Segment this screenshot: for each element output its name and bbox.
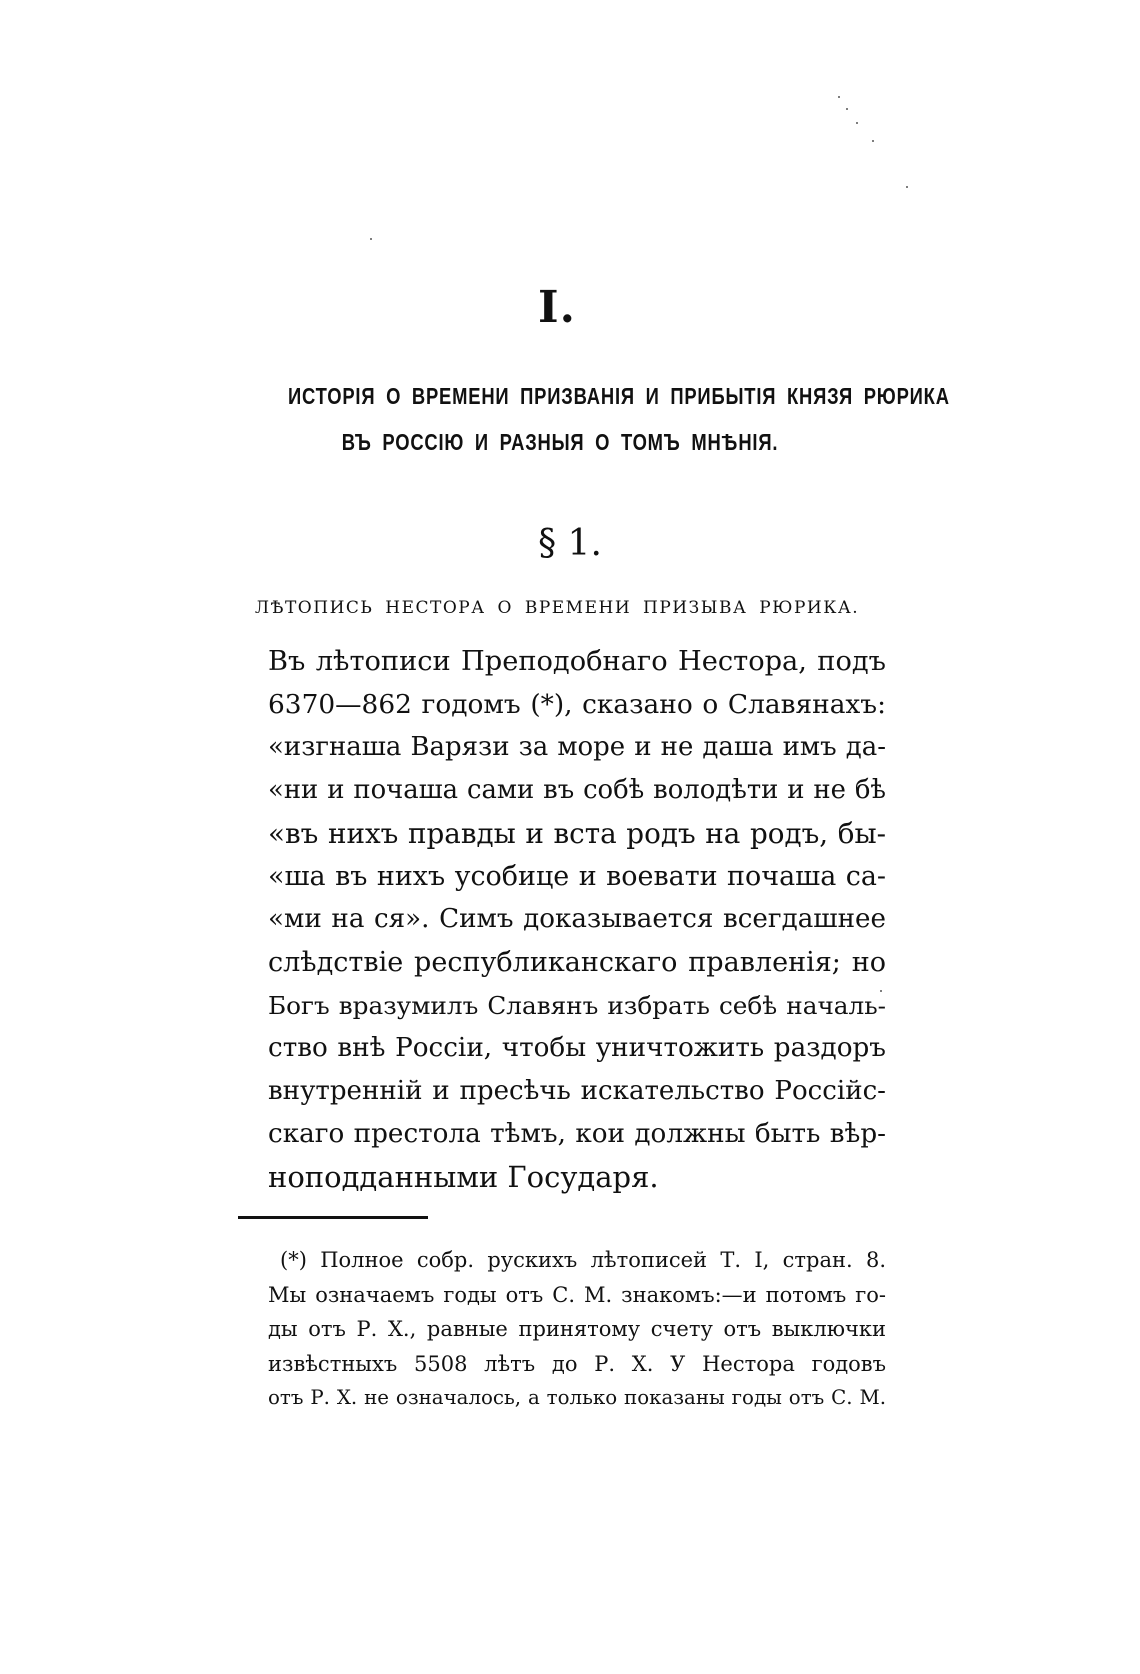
paragraph-line: «изгнаша Варязи за море и не даша имъ да- <box>268 732 886 762</box>
footnote-line: извѣстныхъ 5508 лѣтъ до Р. Х. У Нестора годовъ <box>268 1351 886 1376</box>
paragraph-line: скаго престола тѣмъ, кои должны быть вѣр- <box>268 1119 886 1149</box>
chapter-title-line: ИСТОРІЯ О ВРЕМЕНИ ПРИЗВАНІЯ И ПРИБЫТІЯ КНЯЗЯ РЮРИКА <box>288 383 950 409</box>
paragraph-line: «ша въ нихъ усобице и воевати почаша са- <box>268 861 886 892</box>
scan-speck <box>838 96 840 98</box>
paragraph-line: ство внѣ Россіи, чтобы уничтожить раздоръ <box>268 1033 886 1063</box>
scan-speck <box>872 140 874 142</box>
footnote-line: ды отъ Р. Х., равные принятому счету отъ выключки <box>268 1317 886 1341</box>
footnote-line: отъ Р. Х. не означалось, а только показаны годы отъ С. М. <box>268 1386 886 1409</box>
chapter-title <box>288 373 950 465</box>
paragraph-line: 6370—862 годомъ (*), сказано о Славянахъ: <box>268 689 886 720</box>
section-title: ЛѢТОПИСЬ НЕСТОРА О ВРЕМЕНИ ПРИЗЫВА РЮРИКА. <box>254 598 860 618</box>
paragraph-line: «ни и почаша сами въ собѣ володѣти и не бѣ <box>268 775 886 805</box>
footnote <box>268 1243 886 1416</box>
scan-speck <box>906 186 908 188</box>
paragraph-line: внутренній и пресѣчь искательство Россійс- <box>268 1076 886 1106</box>
footnote-line: (*) Полное собр. рускихъ лѣтописей Т. I, стран. 8. <box>280 1248 886 1272</box>
footnote-line: Мы означаемъ годы отъ С. М. знакомъ:—и потомъ го- <box>268 1282 886 1307</box>
scan-speck <box>846 108 848 110</box>
footnote-divider <box>238 1216 428 1219</box>
chapter-numeral: I. <box>538 282 576 333</box>
paragraph-line: «въ нихъ правды и вста родъ на родъ, бы- <box>268 817 886 850</box>
scan-speck <box>370 238 372 240</box>
body-paragraph <box>268 640 886 1199</box>
paragraph-line: ноподданными Государя. <box>268 1160 659 1194</box>
paragraph-line: Въ лѣтописи Преподобнаго Нестора, подъ <box>268 646 886 677</box>
scan-speck <box>856 122 858 124</box>
chapter-title-line: ВЪ РОССІЮ И РАЗНЫЯ О ТОМЪ МНѢНІЯ. <box>341 429 779 455</box>
section-number: § 1. <box>538 523 602 564</box>
paragraph-line: Богъ вразумилъ Славянъ избрать себѣ началь- <box>268 991 886 1020</box>
paragraph-line: слѣдствіе республиканскаго правленія; но <box>268 947 886 978</box>
paragraph-line: «ми на ся». Симъ доказывается всегдашнее <box>268 904 886 934</box>
